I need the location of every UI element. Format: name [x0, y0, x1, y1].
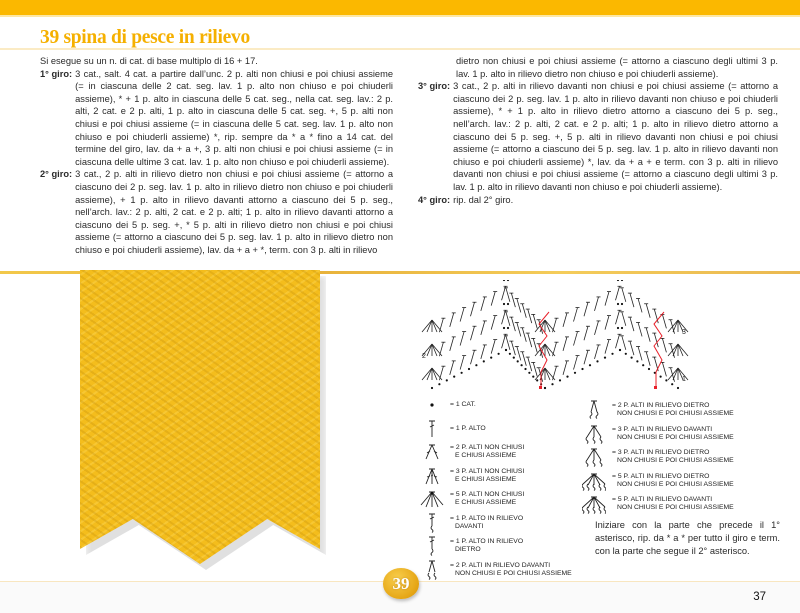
- legend-item: [420, 560, 590, 580]
- stitch-post: [584, 326, 588, 340]
- chain-dot: [617, 327, 619, 329]
- legend-item: [582, 471, 782, 491]
- stitch-post: [491, 340, 495, 354]
- stitch-post: [491, 292, 495, 306]
- chain-dot: [503, 303, 505, 305]
- dc5tog-icon: [420, 489, 444, 509]
- round-1: [40, 68, 393, 169]
- stitch-post: [616, 310, 620, 324]
- stitch-post: [517, 346, 521, 360]
- chain-dot: [461, 372, 463, 374]
- chain-dot: [648, 368, 650, 370]
- legend-item: [420, 466, 590, 486]
- legend-label-line: NON CHIUSI E POI CHIUSI ASSIEME: [617, 457, 734, 464]
- repeat-note: Iniziare con la parte che precede il 1° asterisco, rip. da * a * per tutto il giro e term. con la parte che segue il 2° asterisco.: [595, 520, 780, 556]
- fan-stitch: [545, 344, 555, 356]
- legend-item: [420, 395, 590, 415]
- stitch-post: [533, 314, 537, 328]
- legend-label-line: = 2 P. ALTI IN RILIEVO DIETRO: [612, 402, 710, 410]
- stitch-post: [533, 362, 537, 376]
- stitch-post: [522, 304, 526, 318]
- stitch-post: [646, 304, 650, 318]
- stitch-post: [646, 352, 650, 366]
- swatch-photo: [80, 270, 330, 570]
- chain-dot: [611, 353, 613, 355]
- fan-stitch: [545, 344, 550, 356]
- stitch-post: [563, 361, 567, 375]
- chain-dot: [621, 280, 623, 281]
- legend-label: [444, 491, 524, 506]
- fpdc3tog-icon: [582, 424, 606, 444]
- chain-dot: [551, 383, 553, 385]
- chain-dot: [521, 364, 523, 366]
- legend-label-line: NON CHIUSI E POI CHIUSI ASSIEME: [617, 410, 734, 417]
- chain-dot: [642, 364, 644, 366]
- stitch-post: [522, 352, 526, 366]
- stitch-post: [584, 302, 588, 316]
- fan-stitch: [422, 320, 432, 332]
- stitch-post: [511, 293, 515, 307]
- diagram-repeat-markers: [539, 312, 664, 389]
- stitch-post: [533, 338, 537, 352]
- legend-label-line: NON CHIUSI E POI CHIUSI ASSIEME: [617, 433, 734, 441]
- legend-label: [444, 401, 476, 409]
- stitch-post: [630, 317, 634, 331]
- fan-stitch: [545, 368, 555, 380]
- fan-stitch: [432, 344, 442, 356]
- chain-dot: [532, 376, 534, 378]
- chain-dot: [468, 368, 470, 370]
- legend-label: [444, 425, 486, 433]
- chain-dot: [483, 360, 485, 362]
- legend-label-line: E CHIUSI ASSIEME: [455, 475, 517, 483]
- chain-dot: [524, 368, 526, 370]
- chain-dot: [566, 376, 568, 378]
- stitch-post: [481, 345, 485, 359]
- legend-label-line: = 1 P. ALTO: [450, 424, 486, 432]
- legend-label: [606, 496, 734, 511]
- legend-item: [582, 400, 782, 420]
- chain-dot: [665, 379, 667, 381]
- round-3: [418, 80, 778, 193]
- chain-dot: [544, 387, 546, 389]
- legend-label-line: = 2 P. ALTI NON CHIUSI: [450, 444, 525, 452]
- pattern-number-badge: [383, 568, 419, 599]
- chain-dot: [625, 353, 627, 355]
- stitch-post: [506, 336, 510, 350]
- chain-dot: [517, 360, 519, 362]
- chain-dot: [574, 372, 576, 374]
- round-text: rip. dal 2° giro.: [453, 194, 514, 205]
- chain-dot: [677, 387, 679, 389]
- chain-dot: [475, 364, 477, 366]
- stitch-post: [511, 317, 515, 331]
- legend-label-line: = 1 CAT.: [450, 401, 476, 409]
- legend-label: [606, 449, 734, 464]
- stitch-post: [605, 316, 609, 330]
- fan-stitch: [432, 368, 442, 380]
- intro-text: Si esegue su un n. di cat. di base multiplo di 16 + 17.: [40, 56, 258, 66]
- legend-label: [444, 562, 572, 577]
- fan-stitch: [432, 368, 437, 380]
- stitch-post: [630, 341, 634, 355]
- legend-label-line: = 5 P. ALTI IN RILIEVO DIETRO: [612, 472, 710, 480]
- legend-label-line: = 5 P. ALTI NON CHIUSI: [450, 491, 525, 499]
- diagram-stitches: [422, 286, 688, 381]
- chain-dot: [505, 349, 507, 351]
- stitch-diagram: [420, 280, 690, 392]
- fan-stitch: [668, 320, 678, 332]
- instructions-left-column: [40, 55, 393, 257]
- legend-item: [420, 536, 590, 556]
- chain-dot: [671, 383, 673, 385]
- double-crochet-icon: [420, 419, 444, 439]
- stitch-post: [528, 309, 532, 323]
- fan-stitch: [545, 320, 555, 332]
- stitch-post: [506, 312, 510, 326]
- stitch-post: [662, 362, 666, 376]
- legend-label-line: = 5 P. ALTI IN RILIEVO DAVANTI: [612, 496, 713, 504]
- fan-stitch: [545, 320, 550, 332]
- fan-stitch: [673, 368, 678, 380]
- repeat-marker-end: [539, 386, 542, 389]
- fan-stitch: [427, 368, 432, 380]
- stitch-post: [595, 321, 599, 335]
- stitch-post: [460, 308, 464, 322]
- chain-dot: [604, 357, 606, 359]
- chain-dot: [507, 280, 509, 281]
- stitch-post: [662, 314, 666, 328]
- legend-label: [444, 538, 523, 553]
- stitch-post: [616, 334, 620, 348]
- legend-label-line: NON CHIUSI E POI CHIUSI ASSIEME: [617, 480, 734, 488]
- legend-label: [606, 473, 734, 488]
- stitch-post: [595, 345, 599, 359]
- title-rule: [0, 48, 800, 50]
- round-label: 3° giro:: [418, 81, 451, 92]
- stitch-post: [622, 288, 626, 302]
- stitch-post: [511, 341, 515, 355]
- stitch-post: [470, 350, 474, 364]
- round-label: 4° giro:: [418, 194, 451, 205]
- chain-dot: [438, 383, 440, 385]
- page-title: 39 spina di pesce in rilievo: [40, 27, 250, 48]
- legend-item: [420, 513, 590, 533]
- stitch-post: [638, 322, 642, 336]
- chain-dot: [503, 280, 505, 281]
- chain-dot: [490, 357, 492, 359]
- fan-stitch: [422, 368, 432, 380]
- header-band-line: [0, 15, 800, 17]
- row-label-1: 1: [682, 376, 686, 383]
- stitch-post: [481, 297, 485, 311]
- fan-stitch: [432, 344, 437, 356]
- legend-item: [420, 419, 590, 439]
- legend-label: [444, 444, 524, 459]
- legend-label-line: DIETRO: [455, 546, 481, 553]
- round-text: 3 cat., 2 p. alti in rilievo davanti non chiusi e poi chiusi assieme (= attorno a ciascuno dei 2 p. seg. lav. 1 p. alto in rilievo davanti non chiuso e poi chiuderli assieme), * + 1 p. alto in rilievo dietro attorno a ciascuno dei 5 p. seg., nell’arch. lav.: 2 p. alti, 2 cat. e 2 p. alti; 1 p. alto in rilievo dietro attorno a ciascuno dei 5 p. seg. +, 5 p. alti in rilievo davanti non chiusi e poi chiusi assieme (= attorno a ciascuno dei 5 p. seg. lav. 1 p. alto in rilievo davanti non chiuso e poi chiuderli assieme) *, lav. da + a + e term. con 3 p. alti in rilievo davanti non chiusi e poi chiusi assieme (= attorno a ciascuno degli ultimi 3 p. lav. 1 p. alto in rilievo davanti non chiuso e poi chiuderli assieme).: [453, 81, 778, 192]
- legend-item: [582, 447, 782, 467]
- round-text: 3 cat., 2 p. alti in rilievo dietro non chiusi e poi chiusi assieme (= attorno a ciascuno dei 2 p. seg. lav. 1 p. alto in rilievo dietro non chiuso e poi chiuderli assieme), + 1 p. alto in rilievo davanti attorno a ciascuno dei 5 p. seg., nell’arch. lav.: 2 p. alti, 2 cat. e 2 p. alti; 1 p. alto in rilievo davanti attorno a ciascuno dei 5 p. seg. +, * 5 p. alti in rilievo dietro non chiusi e poi chiusi assieme (= attorno a ciascuno dei 5 p. seg. lav. 1 p. alto in rilievo dietro non chiuso e poi chiuderli assieme), lav. da + a + *, term. con 3 p. alti in rilievo: [75, 169, 393, 255]
- fpdc5tog-icon: [582, 494, 606, 514]
- legend-item: [582, 424, 782, 444]
- stitch-post: [622, 336, 626, 350]
- round-4: [418, 194, 778, 207]
- dc2tog-icon: [420, 442, 444, 462]
- fan-stitch: [678, 344, 683, 356]
- fan-stitch: [668, 344, 678, 356]
- stitch-post: [450, 313, 454, 327]
- legend-label: [444, 468, 524, 483]
- stitch-post: [605, 340, 609, 354]
- page-number: 37: [753, 591, 766, 603]
- stitch-post: [574, 308, 578, 322]
- chain-dot: [507, 327, 509, 329]
- stitch-post: [630, 293, 634, 307]
- stitch-post: [470, 302, 474, 316]
- chain-dot: [589, 364, 591, 366]
- stitch-post: [502, 310, 506, 324]
- chain-dot: [617, 303, 619, 305]
- chain-dot: [631, 357, 633, 359]
- chain-dot: [453, 376, 455, 378]
- stitch-post: [563, 313, 567, 327]
- legend-label-line: E CHIUSI ASSIEME: [455, 499, 517, 506]
- chain-dot: [617, 280, 619, 281]
- legend-label-line: = 3 P. ALTI IN RILIEVO DAVANTI: [612, 425, 713, 433]
- legend-label-line: DAVANTI: [455, 522, 484, 530]
- round-2-continuation: dietro non chiusi e poi chiusi assieme (= attorno a ciascuno degli ultimi 3 p. lav. 1 p. alto in rilievo dietro non chiuso e poi chiuderli assieme).: [456, 56, 778, 79]
- row-label-2: 2: [422, 353, 426, 360]
- bpdc5tog-icon: [582, 471, 606, 491]
- legend-label-line: = 3 P. ALTI IN RILIEVO DIETRO: [612, 449, 710, 457]
- chain-dot: [498, 353, 500, 355]
- instructions-right-column: [418, 55, 778, 206]
- stitch-post: [470, 326, 474, 340]
- stitch-post: [616, 286, 620, 300]
- legend-label: [606, 426, 734, 441]
- chain-dot: [536, 379, 538, 381]
- stitch-post: [605, 292, 609, 306]
- chain-dot: [509, 353, 511, 355]
- bpdc2tog-icon: [582, 400, 606, 420]
- chain-dot: [660, 376, 662, 378]
- stitch-post: [584, 350, 588, 364]
- stitch-post: [481, 321, 485, 335]
- round-label: 2° giro:: [40, 169, 73, 180]
- stitch-post: [506, 288, 510, 302]
- chain-dot: [619, 349, 621, 351]
- stitch-post: [595, 297, 599, 311]
- chain-dot: [636, 360, 638, 362]
- stitch-post: [502, 334, 506, 348]
- fan-stitch: [673, 344, 678, 356]
- round-label: 1° giro:: [40, 68, 73, 79]
- legend-item: [420, 442, 590, 462]
- legend-item: [420, 489, 590, 509]
- stitch-post: [517, 298, 521, 312]
- stitch-post: [574, 356, 578, 370]
- stitch-post: [522, 328, 526, 342]
- chain-dot: [528, 372, 530, 374]
- stitch-post: [460, 356, 464, 370]
- chain-stitch-icon: [420, 395, 444, 415]
- fpdc2tog-icon: [420, 560, 444, 580]
- header-band: [0, 0, 800, 15]
- fan-stitch: [545, 368, 550, 380]
- fan-stitch: [668, 368, 678, 380]
- chain-dot: [596, 360, 598, 362]
- stitch-post: [528, 333, 532, 347]
- stitch-post: [638, 346, 642, 360]
- legend-right: [582, 400, 782, 518]
- legend-label-line: = 3 P. ALTI NON CHIUSI: [450, 467, 525, 475]
- front-post-dc-icon: [420, 513, 444, 533]
- stitch-post: [563, 337, 567, 351]
- stitch-post: [622, 312, 626, 326]
- fan-stitch: [427, 344, 432, 356]
- chain-dot: [431, 387, 433, 389]
- stitch-post: [450, 337, 454, 351]
- back-post-dc-icon: [420, 536, 444, 556]
- legend-item: [582, 494, 782, 514]
- fan-stitch: [673, 320, 678, 332]
- legend-label-line: NON CHIUSI E POI CHIUSI ASSIEME: [455, 569, 572, 577]
- row-label-3: 3: [682, 329, 686, 336]
- legend-label-line: = 2 P. ALTI IN RILIEVO DAVANTI: [450, 561, 551, 569]
- dc3tog-icon: [420, 466, 444, 486]
- chain-dot: [513, 357, 515, 359]
- chain-dot: [621, 327, 623, 329]
- stitch-post: [662, 338, 666, 352]
- legend-label-line: = 1 P. ALTO IN RILIEVO: [450, 538, 524, 546]
- stitch-post: [450, 361, 454, 375]
- crochet-swatch-image: [80, 270, 320, 570]
- stitch-post: [502, 286, 506, 300]
- stitch-post: [638, 298, 642, 312]
- fan-stitch: [427, 320, 432, 332]
- legend-label: [444, 515, 523, 530]
- legend-label-line: NON CHIUSI E POI CHIUSI ASSIEME: [617, 504, 734, 511]
- chain-dot: [446, 379, 448, 381]
- repeat-marker-line: [654, 312, 664, 386]
- round-2: [40, 168, 393, 256]
- legend-label-line: = 1 P. ALTO IN RILIEVO: [450, 514, 524, 522]
- bpdc3tog-icon: [582, 447, 606, 467]
- stitch-post: [491, 316, 495, 330]
- round-text: 3 cat., salt. 4 cat. a partire dall’unc. 2 p. alti non chiusi e poi chiusi assieme (= in ciascuna delle 2 cat. seg. lav. 1 p. alto non chiuso e poi chiuderli assieme), * + 1 p. alto in ciascuna delle 5 cat. seg., nella cat. seg. lav.: 2 p. alti, 2 cat. e 2 p. alti, 1 p. alto in ciascuna delle 5 cat. seg. +, 5 p. alti non chiusi e poi chiusi assieme (= in ciascuna delle 5 cat. seg. lav. 1 p. alto non chiuso e poi chiuderli assieme) *, rip. sempre da * a * fino a 14 cat. del termine del giro, lav. da + a +, 3 p. alti non chiusi e poi chiusi assieme (= in ciascuna delle ultime 3 cat. lav. 1 p. alto non chiuso e poi chiuderli assieme).: [75, 68, 393, 167]
- chain-dot: [581, 368, 583, 370]
- fan-stitch: [432, 320, 437, 332]
- chain-dot: [621, 303, 623, 305]
- legend-left: [420, 395, 590, 583]
- chain-dot: [503, 327, 505, 329]
- stitch-post: [517, 322, 521, 336]
- chain-dot: [559, 379, 561, 381]
- chain-dot: [507, 303, 509, 305]
- badge-number: 39: [392, 573, 410, 593]
- legend-label: [606, 402, 734, 417]
- stitch-post: [528, 357, 532, 371]
- stitch-post: [460, 332, 464, 346]
- repeat-marker-end: [654, 386, 657, 389]
- stitch-post: [574, 332, 578, 346]
- legend-label-line: E CHIUSI ASSIEME: [455, 452, 517, 459]
- fan-stitch: [432, 320, 442, 332]
- stitch-post: [646, 328, 650, 342]
- fan-stitch: [678, 344, 688, 356]
